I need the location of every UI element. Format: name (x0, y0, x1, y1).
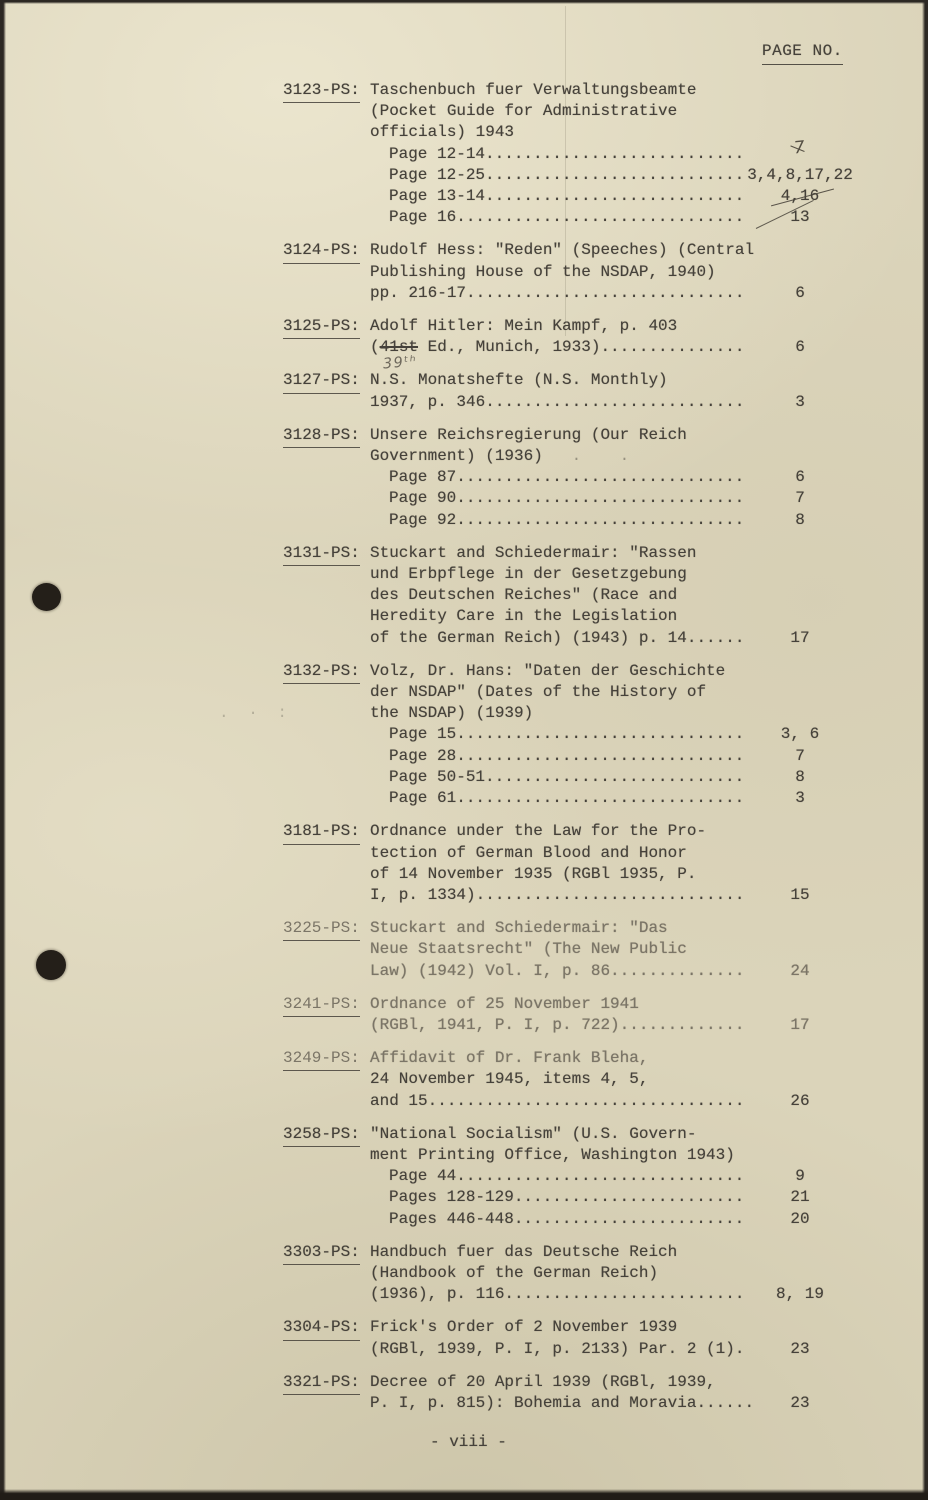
page-ref: 3 (795, 392, 805, 411)
page-ref: 6 (795, 338, 805, 357)
hole-punch (32, 583, 61, 611)
entry-line-text: Page 44.............................. (389, 1167, 745, 1186)
entry-body (370, 1048, 867, 1112)
doc-entry (283, 543, 867, 649)
doc-number-cell (283, 425, 370, 531)
text-part: Ed., Munich, 1933)............... (418, 338, 745, 357)
doc-number: 3321-PS: (283, 1372, 360, 1395)
page-ref: 8, 19 (775, 1285, 824, 1304)
page-ref: 15 (790, 885, 810, 904)
page-ref: 4,16 (738, 186, 862, 207)
entry-line-text: Volz, Dr. Hans: "Daten der Geschichte (370, 661, 726, 680)
doc-number-cell (283, 80, 370, 228)
entry-line (370, 510, 867, 531)
entry-line-text: Stuckart and Schiedermair: "Rassen (370, 543, 697, 562)
entry-line (370, 186, 867, 207)
entry-line-text: (RGBl, 1941, P. I, p. 722)............. (370, 1015, 745, 1034)
entry-line (370, 137, 867, 165)
doc-entry (283, 994, 867, 1036)
entry-line (370, 392, 867, 413)
entry-line (370, 370, 867, 391)
entry-body (370, 80, 867, 228)
entry-line-text: Handbuch fuer das Deutsche Reich (370, 1242, 678, 1261)
doc-number: 3304-PS: (283, 1317, 360, 1340)
entry-line (219, 703, 867, 724)
entry-line (370, 1393, 867, 1414)
doc-entry (283, 1372, 867, 1414)
entry-line-text: Page 16.............................. (389, 208, 745, 227)
entry-line-text: Unsere Reichsregierung (Our Reich (370, 425, 687, 444)
entry-line (370, 1263, 867, 1284)
entry-line (370, 564, 867, 585)
entry-body (370, 821, 867, 906)
entry-line (370, 585, 867, 606)
page-no-header: PAGE NO. (762, 41, 843, 65)
doc-number-cell (283, 994, 370, 1036)
page-ref: 6 (795, 283, 805, 302)
entry-body (370, 1317, 867, 1359)
entry-body (370, 994, 867, 1036)
page-ref: 17 (790, 1015, 810, 1034)
text-part: ( (370, 338, 380, 357)
doc-number-cell (283, 240, 370, 304)
page-ref: 7 (795, 489, 805, 508)
entry-line (370, 240, 867, 261)
entry-body (370, 918, 867, 982)
entry-line-text: Adolf Hitler: Mein Kampf, p. 403 (370, 317, 678, 336)
entry-line (370, 821, 867, 842)
entry-line-text: the NSDAP) (1939) (370, 704, 534, 723)
entry-line-text: und Erbpflege in der Gesetzgebung (370, 565, 687, 584)
entry-line-text: Government) (1936) (370, 447, 543, 466)
entry-line (370, 1372, 867, 1393)
entry-line-text: 1937, p. 346........................... (370, 392, 745, 411)
entry-line (370, 467, 867, 488)
doc-number-cell (283, 1048, 370, 1112)
entry-line (370, 628, 867, 649)
handwritten-mark: 7 (792, 137, 806, 159)
entry-line-text: Law) (1942) Vol. I, p. 86.............. (370, 961, 745, 980)
entry-line (370, 1069, 867, 1090)
page-ref: 8 (795, 767, 805, 786)
entry-body (370, 1124, 867, 1230)
entry-line-text: Pages 446-448........................ (389, 1209, 745, 1228)
entry-line-text: 24 November 1945, items 4, 5, (370, 1070, 649, 1089)
entry-line (370, 1166, 867, 1187)
doc-number-cell (283, 370, 370, 412)
entry-line (370, 101, 867, 122)
doc-entry (283, 80, 867, 228)
entry-line (370, 337, 867, 373)
entry-line-text: pp. 216-17............................. (370, 283, 745, 302)
entry-line-text: Ordnance of 25 November 1941 (370, 994, 639, 1013)
entry-line-text: der NSDAP" (Dates of the History of (370, 683, 707, 702)
entry-body (370, 370, 867, 412)
doc-entry (283, 240, 867, 304)
doc-number-cell (283, 661, 370, 809)
scan-edge-top (0, 0, 928, 4)
doc-number: 3225-PS: (283, 918, 360, 941)
scan-edge-right (922, 0, 928, 1500)
doc-number-cell (283, 316, 370, 358)
doc-entry (283, 1124, 867, 1230)
page-ref: 3,4,8,17,22 (747, 165, 853, 184)
entry-line-text: Pages 128-129........................ (389, 1188, 745, 1207)
doc-number-cell (283, 918, 370, 982)
page-ref: 20 (790, 1209, 810, 1228)
entry-line-text: Affidavit of Dr. Frank Bleha, (370, 1049, 649, 1068)
entry-line-text: Rudolf Hess: "Reden" (Speeches) (Central (370, 241, 755, 260)
entry-line-text: Page 90.............................. (389, 489, 745, 508)
entry-line (370, 207, 867, 228)
entry-line (370, 1091, 867, 1112)
entry-line-text: Heredity Care in the Legislation (370, 607, 678, 626)
doc-entry (283, 1317, 867, 1359)
entry-line-text: Page 50-51........................... (389, 767, 745, 786)
doc-number-cell (283, 543, 370, 649)
entry-line (370, 1187, 867, 1208)
entry-line-text: N.S. Monatshefte (N.S. Monthly) (370, 371, 668, 390)
doc-entry (283, 370, 867, 412)
entry-line-text: (RGBl, 1939, P. I, p. 2133) Par. 2 (1). (370, 1339, 745, 1358)
margin-smudge: . · : (219, 704, 293, 723)
entry-line-text: (1936), p. 116......................... (370, 1285, 745, 1304)
entry-line (370, 1145, 867, 1166)
entry-line-text: of 14 November 1935 (RGBl 1935, P. (370, 864, 697, 883)
page-ref: 7 (795, 746, 805, 765)
entry-line-text: (Handbook of the German Reich) (370, 1263, 659, 1282)
entry-line (370, 661, 867, 682)
doc-entry (283, 918, 867, 982)
entry-line (370, 543, 867, 564)
entry-line (370, 843, 867, 864)
entry-line-text: Ordnance under the Law for the Pro- (370, 822, 707, 841)
faint-dots: . . (542, 447, 630, 466)
doc-number: 3127-PS: (283, 370, 360, 393)
entry-body (370, 1242, 867, 1306)
page-ref: 3, 6 (780, 725, 820, 744)
entry-line-text: Publishing House of the NSDAP, 1940) (370, 262, 716, 281)
page-ref: 17 (790, 628, 810, 647)
entry-line-text: Page 87.............................. (389, 468, 745, 487)
entry-body (370, 425, 867, 531)
entry-line (370, 283, 867, 304)
scan-edge-left (0, 0, 6, 1500)
entry-line-text: Frick's Order of 2 November 1939 (370, 1318, 678, 1337)
entry-line-text: I, p. 1334)............................ (370, 885, 745, 904)
entry-line (370, 682, 867, 703)
page-ref: 23 (790, 1339, 810, 1358)
entry-line (370, 1242, 867, 1263)
entry-line (370, 864, 867, 885)
struck-text: 41st (379, 338, 419, 357)
doc-number: 3258-PS: (283, 1124, 360, 1147)
entry-line (370, 939, 867, 960)
entry-line (370, 1209, 867, 1230)
entry-line-text: Page 61.............................. (389, 789, 745, 808)
entry-line-text: Taschenbuch fuer Verwaltungsbeamte (370, 81, 697, 99)
entry-line-text: Page 92.............................. (389, 510, 745, 529)
entry-line (370, 1015, 867, 1036)
doc-number: 3125-PS: (283, 316, 360, 339)
page-ref: 9 (795, 1167, 805, 1186)
entry-line (370, 1317, 867, 1338)
entry-line-text: ment Printing Office, Washington 1943) (370, 1145, 735, 1164)
entry-line (370, 165, 867, 186)
entry-body (370, 316, 867, 373)
doc-entry (283, 1242, 867, 1306)
entry-line-text: Page 28.............................. (389, 746, 745, 765)
doc-number-cell (283, 1317, 370, 1359)
entry-line (370, 606, 867, 627)
entry-line-text: Page 15.............................. (389, 725, 745, 744)
entry-line (370, 488, 867, 509)
page-number-footer: - viii - (430, 1433, 507, 1452)
entry-line (370, 1124, 867, 1145)
entry-line (370, 262, 867, 283)
entry-line-text: "National Socialism" (U.S. Govern- (370, 1124, 697, 1143)
page-ref: 13 (790, 208, 810, 227)
entry-line (370, 994, 867, 1015)
doc-entry (283, 316, 867, 373)
doc-entry (283, 425, 867, 531)
entry-line-text: tection of German Blood and Honor (370, 843, 687, 862)
entry-line-text: Decree of 20 April 1939 (RGBl, 1939, (370, 1372, 716, 1391)
entry-line-text: Page 12-14........................... (389, 144, 745, 163)
entry-line (370, 885, 867, 906)
page-ref: 3 (795, 789, 805, 808)
page-ref: 23 (790, 1393, 810, 1412)
entry-line-text: des Deutschen Reiches" (Race and (370, 586, 678, 605)
doc-entry (283, 821, 867, 906)
doc-number: 3132-PS: (283, 661, 360, 684)
entry-line-text: and 15................................. (370, 1091, 745, 1110)
entry-line (370, 425, 867, 446)
entry-line (370, 961, 867, 982)
doc-number: 3131-PS: (283, 543, 360, 566)
entry-line (370, 724, 867, 745)
entry-line-text: Neue Staatsrecht" (The New Public (370, 940, 687, 959)
entry-line (370, 746, 867, 767)
entry-line-text: P. I, p. 815): Bohemia and Moravia...... (370, 1393, 755, 1412)
doc-number: 3303-PS: (283, 1242, 360, 1265)
entry-line-text: of the German Reich) (1943) p. 14...... (370, 628, 745, 647)
doc-number-cell (283, 1124, 370, 1230)
entry-line (370, 446, 867, 467)
scan-edge-bottom (0, 1489, 928, 1500)
index-entries (219, 80, 867, 1453)
entry-line (370, 1048, 867, 1069)
doc-number: 3128-PS: (283, 425, 360, 448)
entry-line (370, 80, 867, 101)
entry-line (370, 316, 867, 337)
entry-body (370, 543, 867, 649)
entry-body (370, 240, 867, 304)
entry-body (370, 1372, 867, 1414)
doc-number: 3241-PS: (283, 994, 360, 1017)
entry-line-text: Page 13-14........................... (389, 187, 745, 206)
doc-number-cell (283, 1372, 370, 1414)
entry-line (370, 918, 867, 939)
entry-line-text: Page 12-25........................... (389, 165, 745, 184)
entry-line (370, 767, 867, 788)
doc-number: 3124-PS: (283, 240, 360, 263)
doc-number-cell (283, 821, 370, 906)
entry-line (370, 788, 867, 809)
handwritten-correction: 39ᵗʰ (382, 353, 419, 373)
page-ref: 21 (790, 1188, 810, 1207)
entry-line-text: Stuckart and Schiedermair: "Das (370, 919, 668, 938)
entry-line (370, 1284, 867, 1305)
entry-line-text: officials) 1943 (370, 123, 515, 142)
page-ref: 8 (795, 510, 805, 529)
page-ref: 6 (795, 468, 805, 487)
doc-entry (283, 1048, 867, 1112)
entry-line-text: (Pocket Guide for Administrative (370, 102, 678, 121)
doc-number-cell (283, 1242, 370, 1306)
doc-number: 3249-PS: (283, 1048, 360, 1071)
page-ref: 24 (790, 961, 810, 980)
entry-line-text (370, 338, 744, 356)
hole-punch (36, 950, 66, 980)
page-ref: 26 (790, 1091, 810, 1110)
doc-number: 3123-PS: (283, 80, 360, 103)
entries (219, 80, 867, 1414)
entry-line (370, 1339, 867, 1360)
doc-number: 3181-PS: (283, 821, 360, 844)
doc-entry (219, 661, 867, 809)
